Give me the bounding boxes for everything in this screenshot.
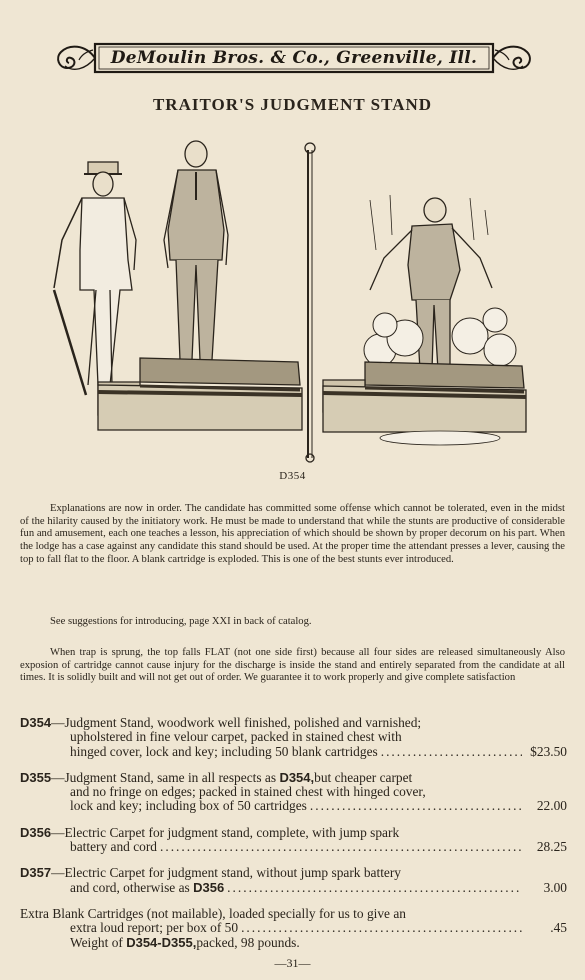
divider-pole bbox=[305, 143, 315, 462]
left-stand bbox=[98, 358, 302, 430]
item-price: 28.25 bbox=[536, 839, 567, 855]
item-code: D356 bbox=[20, 824, 52, 840]
item-reference: D354-D355, bbox=[126, 934, 197, 950]
description-paragraph: Explanations are now in order. The candidate has committed some offense which cannot be tolerated, even in the midst of the hilarity caused by the initiatory work. He must be made to understand that while the stunts are productive of considerable fun and amusement, each one teaches a lesson, his appreciation of which should be shown by proper decorum on his part. When the lodge has a case against any candidate this stand should be used. At the proper time the attendant presses a lever, causing the top to fall flat to the floor. A blank cartridge is exploded. This is one of the best stunts ever introduced. bbox=[20, 503, 565, 565]
attendant-figure bbox=[54, 162, 136, 395]
mechanism-paragraph: When trap is sprung, the top falls FLAT (not one side first) because all four sides are released simultaneously Also exposion of cartridge cannot cause injury for the discharge is inside the stand and entirely separated from the candidate at all times. It is solidly built and will not get out of order. We guarantee it to work properly and give complete satisfaction bbox=[20, 647, 565, 684]
leader-dots bbox=[160, 840, 522, 854]
item-description: extra loud report; per box of 50 bbox=[70, 920, 239, 936]
header-banner bbox=[55, 40, 533, 76]
list-item bbox=[20, 771, 567, 814]
right-stand bbox=[323, 362, 526, 445]
item-price: 22.00 bbox=[536, 798, 567, 814]
price-list bbox=[20, 716, 567, 962]
leader-dots bbox=[227, 881, 522, 895]
judgment-stand-illustration bbox=[40, 140, 550, 465]
leader-dots bbox=[310, 799, 522, 813]
standing-candidate-figure bbox=[164, 141, 228, 360]
illustration-caption: D354 bbox=[279, 470, 306, 482]
list-item bbox=[20, 826, 567, 855]
item-description: —Electric Carpet for judgment stand, without jump spark battery bbox=[51, 865, 402, 881]
item-reference: D356 bbox=[193, 879, 225, 895]
item-code: D354 bbox=[20, 715, 52, 730]
item-description: Weight of bbox=[70, 934, 123, 950]
item-description: but cheaper carpet bbox=[314, 769, 413, 785]
item-price: 3.00 bbox=[543, 879, 567, 895]
item-description: and no fringe on edges; packed in stained chest with hinged cover, bbox=[70, 784, 426, 800]
item-reference: D354, bbox=[279, 769, 315, 785]
item-description: —Judgment Stand, same in all respects as bbox=[51, 769, 277, 785]
list-item bbox=[20, 866, 567, 895]
item-description: —Electric Carpet for judgment stand, complete, with jump spark bbox=[51, 824, 400, 840]
item-code: D355 bbox=[20, 769, 52, 785]
leader-dots bbox=[241, 921, 522, 935]
item-description: lock and key; including box of 50 cartridges bbox=[70, 798, 307, 814]
item-description: packed, 98 pounds. bbox=[196, 934, 300, 950]
item-price: .45 bbox=[550, 920, 567, 936]
item-description: Extra Blank Cartridges (not mailable), loaded specially for us to give an bbox=[20, 905, 406, 921]
leader-dots bbox=[381, 745, 522, 759]
item-description: hinged cover, lock and key; including 50 blank cartridges bbox=[70, 743, 378, 759]
banner-title: DeMoulin Bros. & Co., Greenville, Ill. bbox=[110, 48, 478, 68]
page-number: —31— bbox=[274, 956, 311, 970]
suggestion-paragraph: See suggestions for introducing, page XXI in back of catalog. bbox=[50, 616, 312, 627]
item-description: upholstered in fine velour carpet, packed in stained chest with bbox=[70, 729, 402, 745]
item-code: D357 bbox=[20, 865, 52, 881]
item-price: $23.50 bbox=[530, 743, 567, 759]
list-item bbox=[20, 907, 567, 950]
list-item bbox=[20, 716, 567, 759]
item-description: —Judgment Stand, woodwork well finished, polished and varnished; bbox=[51, 715, 422, 730]
item-description: battery and cord bbox=[70, 839, 157, 855]
item-description: and cord, otherwise as bbox=[70, 879, 190, 895]
page-title: TRAITOR'S JUDGMENT STAND bbox=[152, 95, 433, 114]
